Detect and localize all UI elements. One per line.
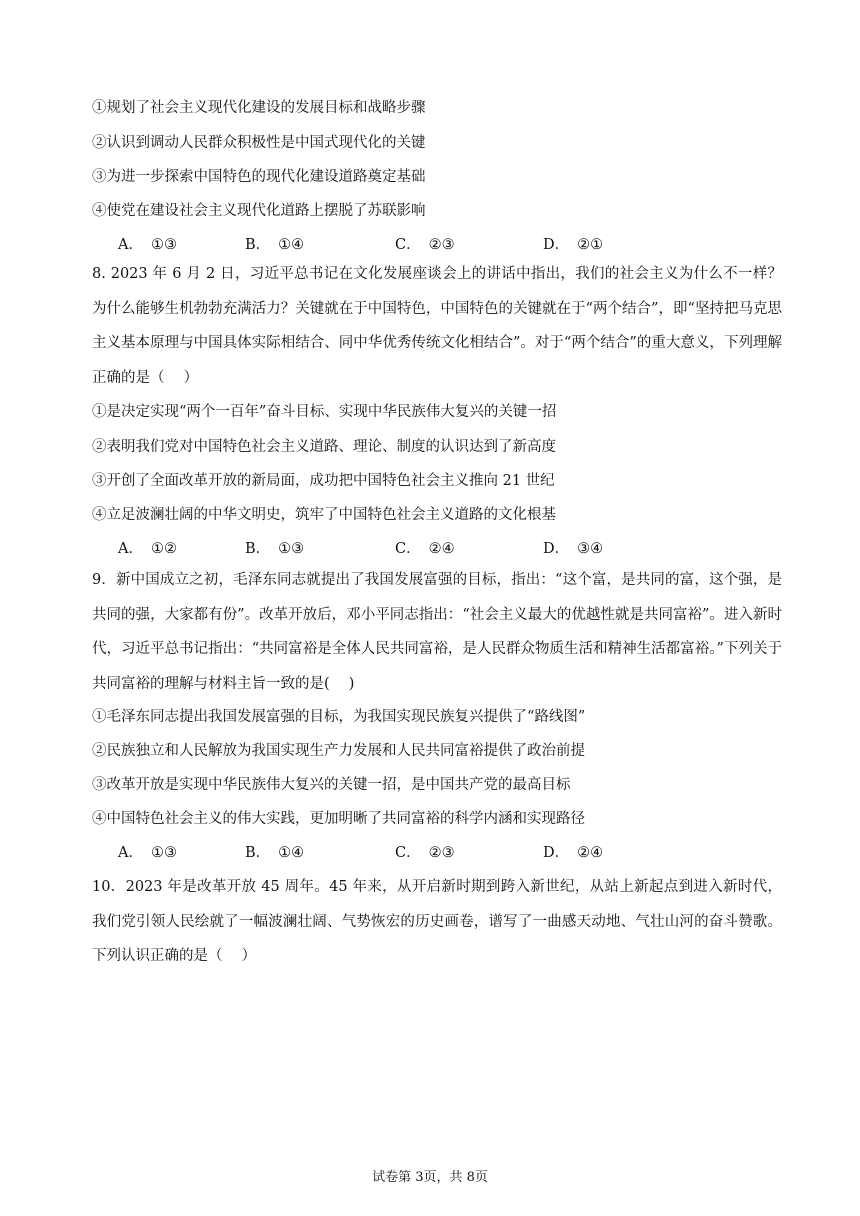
q7-options: [92, 235, 792, 255]
q8-statement-4: ④立足波澜壮阔的中华文明史，筑牢了中国特色社会主义道路的文化根基: [92, 507, 556, 523]
q9-option-d[interactable]: D． ②④: [543, 845, 604, 861]
q8-stem: 8. 2023 年 6 月 2 日，习近平总书记在文化发展座谈会上的讲话中指出，我们的社会主义为什么不一样？为什么能够生机勃勃充满活力？关键就在于中国特色，中国特色的关键就在于“两个结合”，即“坚持把马克思主义基本原理与中国具体实际相结合、同中华优秀传统文化相结合”。对于“两个结合”的重大意义，下列理解正确的是（ ）: [92, 266, 782, 386]
q8-option-b[interactable]: B． ①③: [245, 541, 305, 557]
q8-option-d[interactable]: D． ③④: [543, 541, 604, 557]
q7-statement-4: ④使党在建设社会主义现代化道路上摆脱了苏联影响: [92, 203, 426, 219]
q9-statement-4: ④中国特色社会主义的伟大实践，更加明晰了共同富裕的科学内涵和实现路径: [92, 811, 585, 827]
q7-statement-2: ②认识到调动人民群众积极性是中国式现代化的关键: [92, 135, 426, 151]
q8-option-a[interactable]: A． ①②: [118, 541, 177, 557]
q9-option-b[interactable]: B． ①④: [245, 845, 305, 861]
q7-option-b[interactable]: B． ①④: [245, 237, 305, 253]
q9-statement-2: ②民族独立和人民解放为我国实现生产力发展和人民共同富裕提供了政治前提: [92, 743, 585, 759]
q9-option-c[interactable]: C． ②③: [395, 845, 455, 861]
q7-statement-1: ①规划了社会主义现代化建设的发展目标和战略步骤: [92, 100, 426, 116]
q9-statement-3: ③改革开放是实现中华民族伟大复兴的关键一招，是中国共产党的最高目标: [92, 777, 571, 793]
q9-stem: 9．新中国成立之初，毛泽东同志就提出了我国发展富强的目标，指出：“这个富，是共同的富，这个强，是共同的强，大家都有份”。改革开放后，邓小平同志指出：“社会主义最大的优越性就是共同富裕”。进入新时代，习近平总书记指出：“共同富裕是全体人民共同富裕，是人民群众物质生活和精神生活都富裕。”下列关于共同富裕的理解与材料主旨一致的是( ): [92, 572, 782, 692]
q7-option-a[interactable]: A． ①③: [118, 237, 177, 253]
q8-option-c[interactable]: C． ②④: [395, 541, 455, 557]
q9-option-a[interactable]: A． ①③: [118, 845, 177, 861]
q7-option-c[interactable]: C． ②③: [395, 237, 455, 253]
q8-statement-1: ①是决定实现“两个一百年”奋斗目标、实现中华民族伟大复兴的关键一招: [92, 404, 557, 420]
q7-option-d[interactable]: D． ②①: [543, 237, 604, 253]
q10-stem: 10．2023 年是改革开放 45 周年。45 年来，从开启新时期到跨入新世纪，从站上新起点到进入新时代，我们党引领人民绘就了一幅波澜壮阔、气势恢宏的历史画卷，谱写了一曲感天动地、气壮山河的奋斗赞歌。下列认识正确的是（ ）: [92, 879, 782, 964]
q7-statement-3: ③为进一步探索中国特色的现代化建设道路奠定基础: [92, 169, 426, 185]
q8-options: [92, 539, 792, 559]
q9-options: [92, 843, 792, 863]
q8-statement-3: ③开创了全面改革开放的新局面，成功把中国特色社会主义推向 21 世纪: [92, 473, 555, 489]
q9-statement-1: ①毛泽东同志提出我国发展富强的目标，为我国实现民族复兴提供了“路线图”: [92, 709, 586, 725]
q8-statement-2: ②表明我们党对中国特色社会主义道路、理论、制度的认识达到了新高度: [92, 439, 556, 455]
page-footer: 试卷第 3页，共 8页: [372, 1170, 488, 1185]
